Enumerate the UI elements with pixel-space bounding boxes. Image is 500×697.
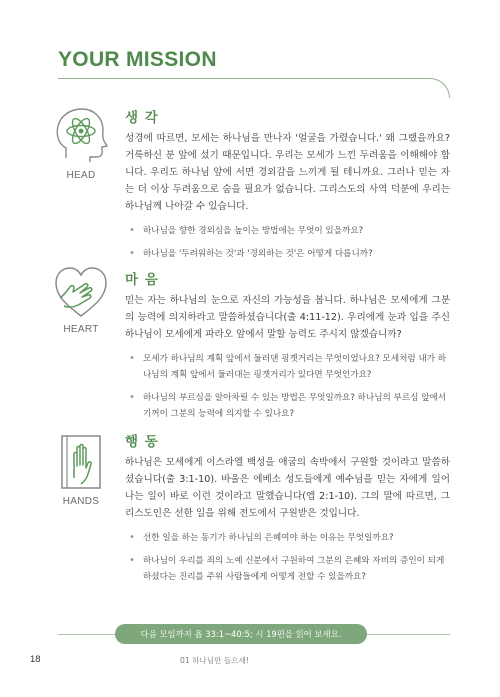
heart-content (125, 268, 450, 429)
list-item: • 모세가 하나님의 계획 앞에서 둘러댄 핑곗거리는 무엇이었나요? 모세처럼 내가 하나님의 계획 앞에서 둘러대는 핑곗거리가 있다면 무엇인가요? (125, 351, 450, 383)
list-item: • 하나님이 우리를 죄의 노예 신분에서 구원하여 그분의 은혜와 자비의 증인이 되게 하셨다는 진리를 주위 사람들에게 어떻게 전할 수 있을까요? (125, 553, 450, 585)
page-header (0, 36, 500, 76)
head-content (125, 106, 450, 269)
heart-title: 마 음 (125, 272, 159, 288)
heart-body: 믿는 자는 하나님의 눈으로 자신의 가능성을 봅니다. 하나님은 모세에게 그분의 능력에 의지하라고 말씀하셨습니다(출 4:11-12). 우리에게 눈과 입을 주신 하나님이 모세에게 파라오 앞에서 말할 능력도 주시지 않겠습니까? (125, 295, 450, 340)
head-label: HEAD (66, 170, 96, 181)
head-questions (125, 223, 450, 262)
heart-hand-icon (51, 264, 111, 320)
heart-icon-block (48, 264, 114, 335)
header-divider (58, 78, 402, 79)
head-body: 성경에 따르면, 모세는 하나님을 만나자 '얼굴을 가렸습니다.' 왜 그랬을까요? 거룩하신 분 앞에 섰기 때문입니다. 우리는 모세가 느낀 두려움을 이해해야 합니다. 우리도 하나님 앞에 서면 경외감을 느끼게 될 테니까요. 그러나 믿는 자는 더 이상 두려움으로 숨을 필요가 없습니다. 그리스도의 사역 덕분에 우리는 하나님께 나아갈 수 있습니다. (125, 133, 450, 212)
section-head (0, 100, 500, 260)
hands-label: HANDS (62, 496, 100, 507)
hands-content (125, 430, 450, 592)
head-icon-block (48, 104, 114, 181)
list-item: • 하나님을 '두려워하는 것'과 '경외하는 것'은 어떻게 다릅니까? (125, 246, 450, 262)
hands-questions (125, 530, 450, 585)
list-item: • 하나님의 부르심을 알아차릴 수 있는 방법은 무엇일까요? 하나님의 부르심 앞에서 기꺼이 그분의 능력에 의지할 수 있나요? (125, 390, 450, 422)
head-title: 생 각 (125, 110, 159, 126)
page-title: YOUR MISSION (58, 48, 217, 71)
header-divider-curve (380, 78, 450, 98)
brain-atom-icon (52, 104, 110, 166)
running-title: 01 하나님만 들으세! (180, 656, 249, 665)
list-item: • 하나님을 향한 경외심을 높이는 방법에는 무엇이 있을까요? (125, 223, 450, 239)
section-heart (0, 262, 500, 422)
hand-on-bible-icon (54, 430, 108, 492)
hands-icon-block (48, 430, 114, 507)
reading-assignment-banner: 다음 모임까지 욥 33:1~40:5; 시 19편을 읽어 보세요. (115, 624, 367, 644)
hands-title: 행 동 (125, 434, 159, 450)
page-number: 18 (30, 654, 41, 665)
section-hands (0, 424, 500, 620)
hands-body: 하나님은 모세에게 이스라엘 백성을 애굽의 속박에서 구원할 것이라고 말씀하셨습니다(출 3:1-10). 바울은 에베소 성도들에게 예수님을 믿는 자에게 일어나는 일이 바로 이런 것이라고 말했습니다(엡 2:1-10). 그의 말에 따르면, 그리스도인은 선한 일을 위해 전도에서 구원받은 것입니다. (125, 457, 450, 519)
list-item: • 선한 일을 하는 동기가 하나님의 은혜여야 하는 이유는 무엇일까요? (125, 530, 450, 546)
heart-questions (125, 351, 450, 422)
heart-label: HEART (63, 324, 99, 335)
